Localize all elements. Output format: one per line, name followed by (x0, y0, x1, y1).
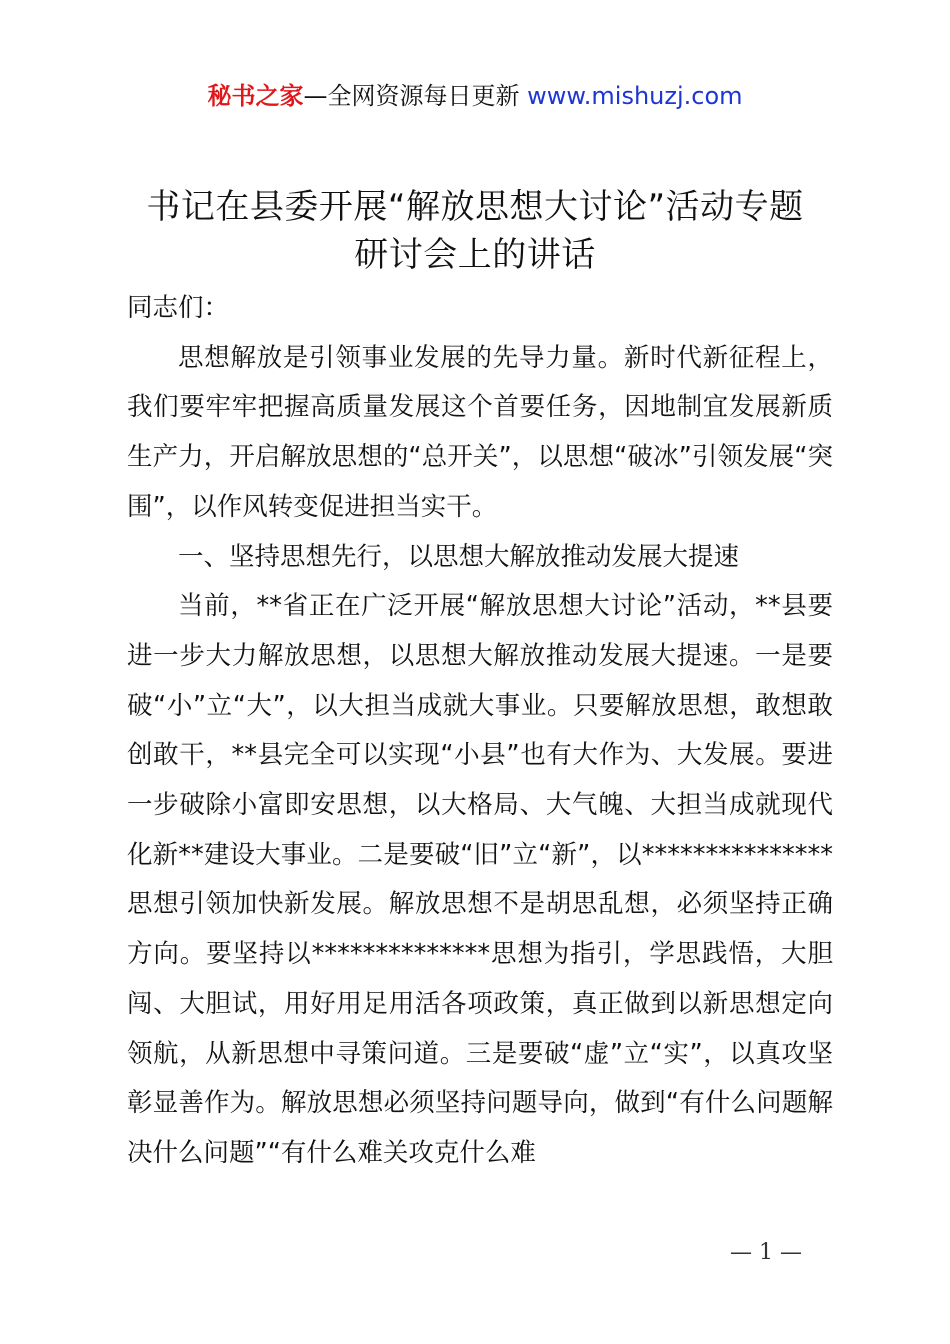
paragraph-intro: 思想解放是引领事业发展的先导力量。新时代新征程上，我们要牢牢把握高质量发展这个首要任务，因地制宜发展新质生产力，开启解放思想的“总开关”，以思想“破冰”引领发展“突围”，以作风转变促进担当实干。 (127, 342, 833, 522)
page-number: — 1 — (730, 1240, 802, 1265)
document-title (60, 183, 890, 279)
title-line-1: 书记在县委开展“解放思想大讨论”活动专题 (146, 187, 804, 227)
paragraph-section-1: 当前，**省正在广泛开展“解放思想大讨论”活动，**县要进一步大力解放思想，以思想大解放推动发展大提速。一是要破“小”立“大”，以大担当成就大事业。只要解放思想，敢想敢创敢干，**县完全可以实现“小县”也有大作为、大发展。要进一步破除小富即安思想，以大格局、大气魄、大担当成就现代化新**建设大事业。二是要破“旧”立“新”，以***************思想引领加快新发展。解放思想不是胡思乱想，必须坚持正确方向。要坚持以**************思想为指引，学思践悟，大胆闯、大胆试，用好用足用活各项政策，真正做到以新思想定向领航，从新思想中寻策问道。三是要破“虚”立“实”，以真攻坚彰显善作为。解放思想必须坚持问题导向，做到“有什么问题解决什么问题”“有什么难关攻克什么难 (127, 591, 833, 1168)
brand-name: 秘书之家 (207, 82, 304, 110)
title-line-2: 研讨会上的讲话 (354, 235, 596, 275)
site-url-link[interactable]: www.mishuzj.com (527, 82, 743, 110)
header-tagline: —全网资源每日更新 (303, 82, 528, 110)
section-heading-1: 一、坚持思想先行，以思想大解放推动发展大提速 (178, 541, 740, 572)
document-body (127, 284, 833, 1179)
site-header (0, 80, 950, 112)
salutation: 同志们： (127, 293, 230, 323)
